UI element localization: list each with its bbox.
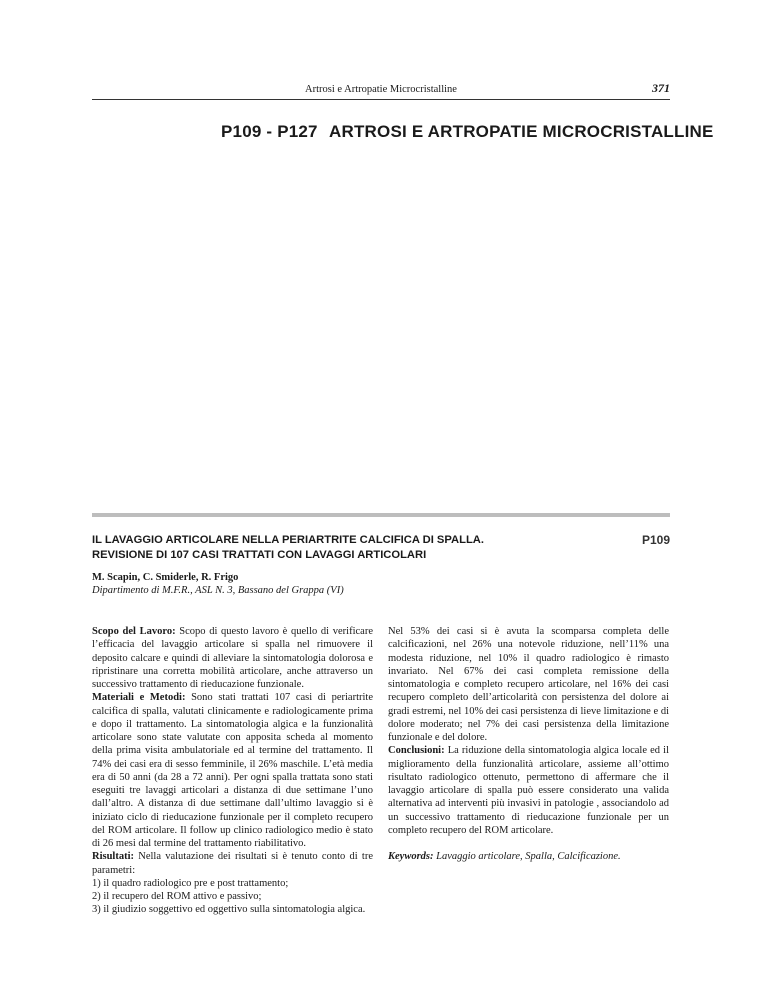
running-head-title: Artrosi e Artropatie Microcristalline — [305, 84, 457, 95]
list-item: 3) il giudizio soggettivo ed oggettivo sulla sintomatologia algica. — [92, 904, 366, 916]
section-title: ARTROSI E ARTROPATIE MICROCRISTALLINE — [329, 122, 714, 141]
risultati-label: Risultati: — [92, 851, 134, 863]
risultati-text: Nella valutazione dei risultati si è tenuto conto di tre parametri: — [92, 851, 373, 876]
conclusioni-paragraph — [388, 744, 669, 837]
header-rule — [92, 99, 670, 100]
scopo-label: Scopo del Lavoro: — [92, 626, 176, 637]
section-heading — [0, 121, 768, 143]
page-number: 371 — [652, 81, 670, 95]
list-item: 2) il recupero del ROM attivo e passivo; — [92, 891, 262, 902]
author-block — [92, 571, 612, 597]
risultati-list — [92, 877, 373, 917]
article-title-line-1: IL LAVAGGIO ARTICOLARE NELLA PERIARTRITE CALCIFICA DI SPALLA. — [92, 534, 484, 546]
affiliation: Dipartimento di M.F.R., ASL N. 3, Bassano del Grappa (VI) — [92, 585, 344, 596]
keywords-label: Keywords: — [388, 851, 434, 862]
metodi-paragraph — [92, 691, 373, 850]
conclusioni-label: Conclusioni: — [388, 745, 445, 757]
article-title-line-2: REVISIONE DI 107 CASI TRATTATI CON LAVAGGI ARTICOLARI — [92, 548, 427, 561]
right-column — [388, 625, 669, 863]
keywords-text: Lavaggio articolare, Spalla, Calcificazione. — [433, 851, 621, 862]
running-head — [92, 82, 670, 98]
article-title — [92, 533, 612, 562]
risultati-paragraph — [92, 850, 373, 877]
scopo-paragraph — [92, 625, 373, 691]
authors: M. Scapin, C. Smiderle, R. Frigo — [92, 572, 239, 583]
section-code: P109 - P127 — [221, 122, 318, 141]
metodi-label: Materiali e Metodi: — [92, 692, 186, 704]
article-code: P109 — [641, 533, 670, 547]
left-column — [92, 625, 373, 917]
keywords-paragraph — [388, 850, 669, 863]
results-detail-paragraph: Nel 53% dei casi si è avuta la scomparsa completa delle calcificazioni, nel 26% una notevole riduzione, nell’11% una modesta riduzione, nel 10% il quadro radiologico è rimasto invariato. Nel 67% dei casi completa remissione della sintomatologia e completo recupero articolare, nel 16% dei casi recupero completo dell’articolarità con persistenza del dolore ai gradi estremi, nel 10% dei casi persistenza di lieve limitazione e di dolore moderato; nel 7% dei casi persistenza della limitazione funzionale e del dolore. — [388, 626, 669, 743]
article-divider — [92, 513, 670, 517]
scopo-text: Scopo di questo lavoro è quello di verificare l’efficacia del lavaggio articolare si spalla nel rimuovere il deposito calcare e quindi di alleviare la sintomatologia dolorosa e ripristinare una corretta mobilità articolare, anche attraverso un successivo trattamento di rieducazione funzionale. — [92, 626, 373, 690]
list-item: 1) il quadro radiologico pre e post trattamento; — [92, 877, 289, 889]
conclusioni-text: La riduzione della sintomatologia algica locale ed il miglioramento della funzionalità articolare, assieme all’ottimo risultato radiologico ottenuto, permettono di affermare che il lavaggio articolare di spalla può essere considerato una valida alternativa ad interventi più invasivi in patologie , associandolo ad un successivo trattamento di rieducazione funzionale per un completo recupero del ROM articolare. — [388, 745, 669, 836]
metodi-text: Sono stati trattati 107 casi di periartrite calcifica di spalla, valutati clinicamente e radiologicamente prima e dopo il trattamento. La sintomatologia algica e la funzionalità articolare sono state valutate con apposita scheda al momento della prima visita ambulatoriale ed al termine del trattamento. Il 74% dei casi era di sesso femminile, il 26% maschile. L’età media era di 50 anni (da 28 a 72 anni). Per ogni spalla trattata sono stati eseguiti tre lavaggi articolari a distanza di due settimane l’uno dall’altro. A distanza di due settimane dall’ultimo lavaggio si è iniziato ciclo di rieducazione funzionale per il completo recupero del ROM articolare. Il follow up clinico radiologico medio è stato di 26 mesi dal termine del trattamento riabilitativo. — [92, 692, 373, 849]
